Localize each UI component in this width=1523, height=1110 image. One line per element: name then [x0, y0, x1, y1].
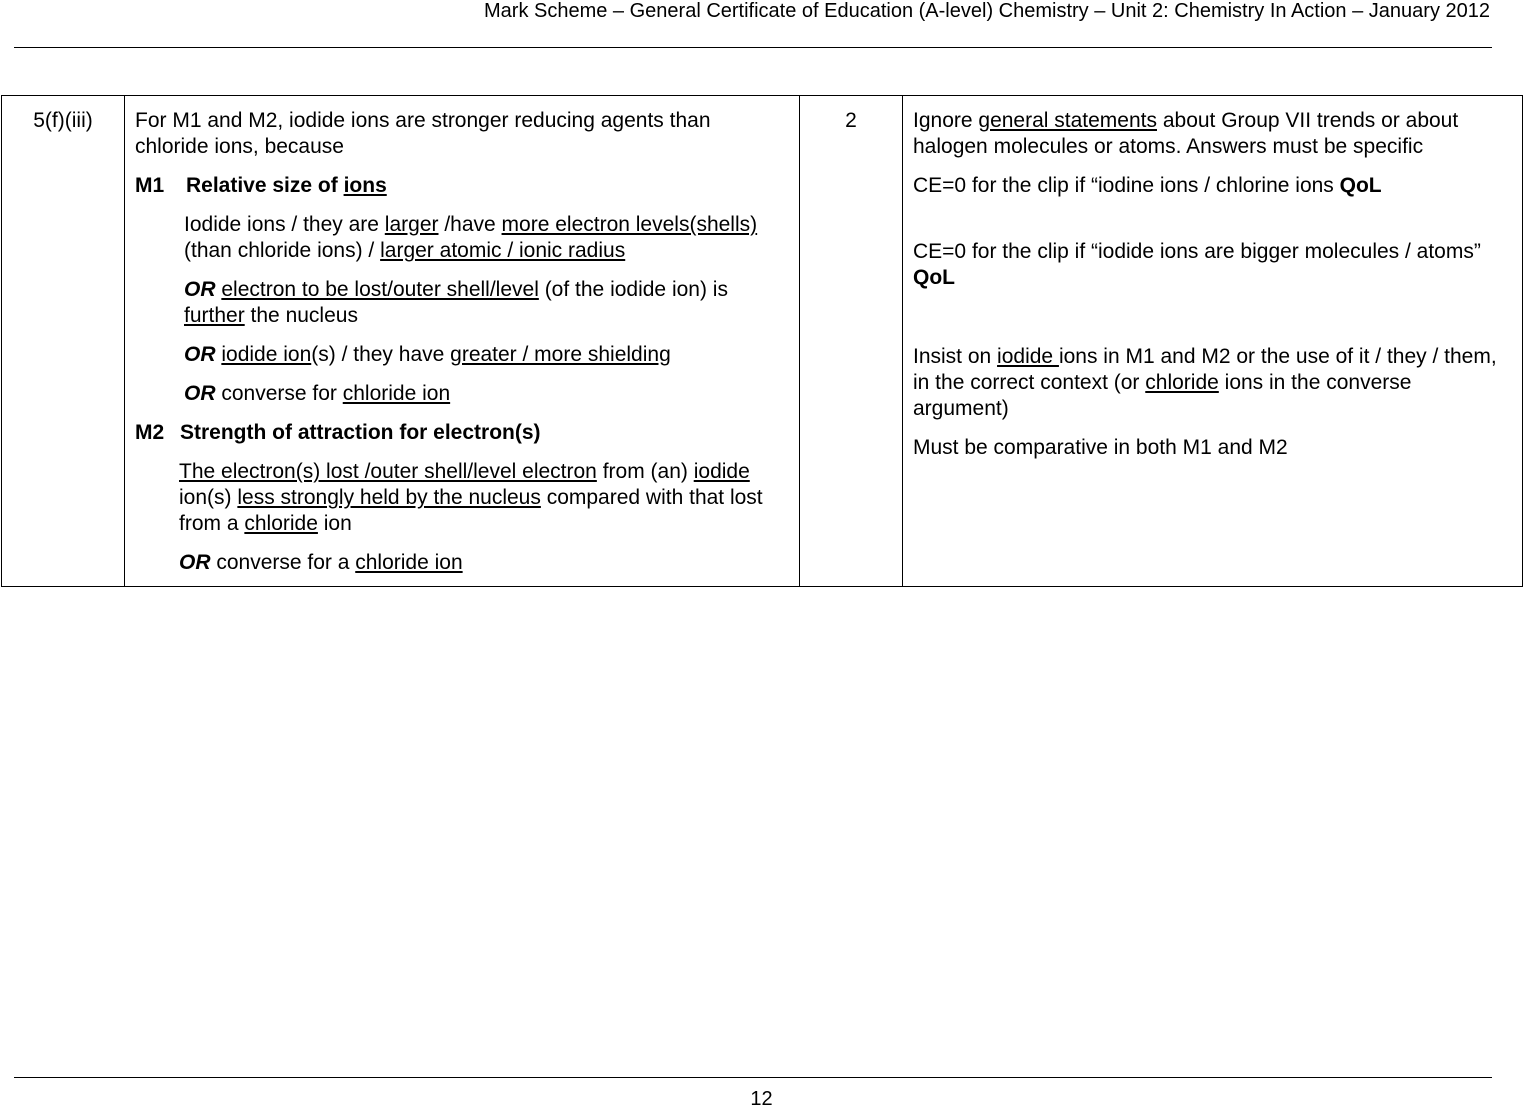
marks-cell [800, 96, 903, 587]
guidance-ce-iodine: CE=0 for the clip if “iodine ions / chlorine ions QoL [913, 174, 1382, 197]
m1-point-size: Iodide ions / they are larger /have more electron levels(shells) (than chloride ions) / larger atomic / ionic radius [184, 213, 758, 262]
m1-point-distance: OR electron to be lost/outer shell/level (of the iodide ion) is further the nucleus [184, 278, 728, 327]
page-header-title: Mark Scheme – General Certificate of Education (A-level) Chemistry – Unit 2: Chemistry In Action – January 2012 [484, 0, 1490, 22]
guidance-ignore: Ignore general statements about Group VII trends or about halogen molecules or atoms. Answers must be specific [913, 109, 1459, 158]
m2-point-converse: OR converse for a chloride ion [179, 551, 463, 574]
page-number: 12 [750, 1088, 773, 1110]
footer-rule [14, 1077, 1492, 1078]
mark-scheme-table [1, 95, 1523, 587]
m1-title: Relative size of [186, 174, 338, 197]
m2-point-attraction: The electron(s) lost /outer shell/level electron from (an) iodide ion(s) less strongly held by the nucleus compared with that lost from a chloride ion [179, 460, 763, 535]
m2-label: M2 [135, 421, 165, 444]
guidance-ce-molecules: CE=0 for the clip if “iodide ions are bigger molecules / atoms” QoL [913, 240, 1481, 289]
guidance-comparative: Must be comparative in both M1 and M2 [913, 436, 1288, 459]
m2-heading [135, 420, 789, 446]
table-row [2, 96, 1523, 587]
spacer [913, 212, 1512, 239]
marks-value: 2 [845, 109, 857, 132]
m1-label: M1 [135, 174, 165, 197]
m2-title: Strength of attraction for electron(s) [180, 421, 541, 444]
guidance-cell [903, 96, 1523, 587]
question-number-cell [2, 96, 125, 587]
m1-title-ions: ions [343, 174, 387, 197]
m1-point-converse: OR converse for chloride ion [184, 382, 451, 405]
answer-cell [125, 96, 800, 587]
spacer [913, 304, 1512, 344]
header-rule [14, 47, 1492, 48]
m1-heading [135, 173, 789, 199]
question-number: 5(f)(iii) [33, 109, 93, 132]
answer-intro: For M1 and M2, iodide ions are stronger reducing agents than chloride ions, because [135, 109, 711, 158]
guidance-insist: Insist on iodide ions in M1 and M2 or the use of it / they / them, in the correct context (or chloride ions in the converse argument) [913, 345, 1497, 420]
m1-point-shielding: OR iodide ion(s) / they have greater / more shielding [184, 343, 671, 366]
